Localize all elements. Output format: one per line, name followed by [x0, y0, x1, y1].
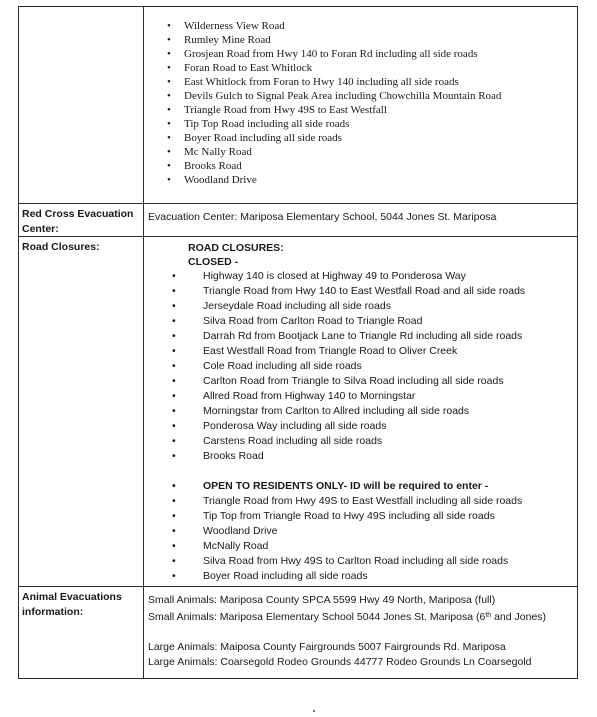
empty-label-cell [19, 7, 144, 204]
large-animals-fairgrounds: Large Animals: Maiposa County Fairgrounds 5007 Fairgrounds Rd. Mariposa [148, 641, 506, 653]
red-cross-label-line1: Red Cross Evacuation [22, 208, 134, 220]
animal-content-cell [144, 587, 578, 679]
road-closures-row [19, 237, 578, 587]
small-animals-school [148, 608, 577, 625]
road-list-item: • Woodland Drive [184, 173, 577, 187]
road-list-item: • Devils Gulch to Signal Peak Area including Chowchilla Mountain Road [184, 89, 577, 103]
closed-road-item: • Carstens Road including all side roads [203, 434, 577, 449]
page-mark [313, 710, 315, 712]
continued-roads-list [144, 19, 577, 187]
closed-road-item: • Darrah Rd from Bootjack Lane to Triangle Rd including all side roads [203, 329, 577, 344]
road-list-item: • Rumley Mine Road [184, 33, 577, 47]
evacuation-center-text: Evacuation Center: Mariposa Elementary School, 5044 Jones St. Mariposa [148, 211, 497, 223]
animal-label-cell [19, 587, 144, 679]
continued-roads-cell [144, 7, 578, 204]
road-closures-label: Road Closures: [22, 241, 100, 253]
evacuation-info-table [18, 6, 578, 679]
closed-road-item: • Highway 140 is closed at Highway 49 to Ponderosa Way [203, 269, 577, 284]
red-cross-label-line2: Center: [22, 222, 59, 235]
road-closures-label-cell [19, 237, 144, 587]
residents-road-item: • Boyer Road including all side roads [203, 569, 577, 584]
animal-label-line1: Animal Evacuations [22, 591, 122, 603]
red-cross-label [19, 204, 143, 236]
road-list-item: • Foran Road to East Whitlock [184, 61, 577, 75]
road-list-item: • Tip Top Road including all side roads [184, 117, 577, 131]
closed-road-item: • Silva Road from Carlton Road to Triangle Road [203, 314, 577, 329]
residents-road-item: • Tip Top from Triangle Road to Hwy 49S including all side roads [203, 509, 577, 524]
road-list-item: • Triangle Road from Hwy 49S to East Westfall [184, 103, 577, 117]
residents-road-item: • Triangle Road from Hwy 49S to East Westfall including all side roads [203, 494, 577, 509]
animal-label [19, 587, 143, 619]
closed-road-item: • Allred Road from Highway 140 to Morningstar [203, 389, 577, 404]
red-cross-label-cell [19, 204, 144, 237]
residents-road-item: • McNally Road [203, 539, 577, 554]
road-closures-heading [144, 237, 577, 269]
small-animals-school-text-end: and Jones) [491, 611, 547, 623]
road-closures-content-cell [144, 237, 578, 587]
road-list-item: • Boyer Road including all side roads [184, 131, 577, 145]
road-list-item: • Grosjean Road from Hwy 140 to Foran Rd including all side roads [184, 47, 577, 61]
red-cross-content-cell [144, 204, 578, 237]
small-animals-spca: Small Animals: Mariposa County SPCA 5599 Hwy 49 North, Mariposa (full) [148, 594, 496, 606]
small-animals-school-text: Small Animals: Mariposa Elementary School 5044 Jones St. Mariposa (6 [148, 611, 486, 623]
closed-roads-list [144, 269, 577, 464]
road-list-item: • East Whitlock from Foran to Hwy 140 including all side roads [184, 75, 577, 89]
road-list-item: • Brooks Road [184, 159, 577, 173]
road-list-item: • Wilderness View Road [184, 19, 577, 33]
spacer [148, 625, 577, 640]
residents-roads-list [144, 494, 577, 584]
closed-road-item: • East Westfall Road from Triangle Road to Oliver Creek [203, 344, 577, 359]
road-closures-title: ROAD CLOSURES: [188, 242, 284, 254]
closed-subheading: CLOSED - [188, 256, 239, 268]
closed-road-item: • Carlton Road from Triangle to Silva Road including all side roads [203, 374, 577, 389]
animal-info [144, 587, 577, 678]
closed-road-item: • Brooks Road [203, 449, 577, 464]
spacer [144, 464, 577, 479]
residents-road-item: • Woodland Drive [203, 524, 577, 539]
animal-label-line2: information: [22, 605, 84, 618]
animal-evacuations-row [19, 587, 578, 679]
residents-road-item: • Silva Road from Hwy 49S to Carlton Road including all side roads [203, 554, 577, 569]
large-animals-rodeo: Large Animals: Coarsegold Rodeo Grounds 44777 Rodeo Grounds Ln Coarsegold [148, 656, 532, 668]
red-cross-row [19, 204, 578, 237]
road-list-item: • Mc Nally Road [184, 145, 577, 159]
residents-heading-list [144, 479, 577, 494]
closed-road-item: • Ponderosa Way including all side roads [203, 419, 577, 434]
closed-road-item: • Morningstar from Carlton to Allred including all side roads [203, 404, 577, 419]
closed-road-item: • Triangle Road from Hwy 140 to East Westfall Road and all side roads [203, 284, 577, 299]
closed-road-item: • Jerseydale Road including all side roads [203, 299, 577, 314]
ordinal-suffix: th [485, 612, 492, 619]
residents-only-heading: • OPEN TO RESIDENTS ONLY- ID will be required to enter - [203, 479, 577, 494]
continued-roads-row [19, 7, 578, 204]
closed-road-item: • Cole Road including all side roads [203, 359, 577, 374]
